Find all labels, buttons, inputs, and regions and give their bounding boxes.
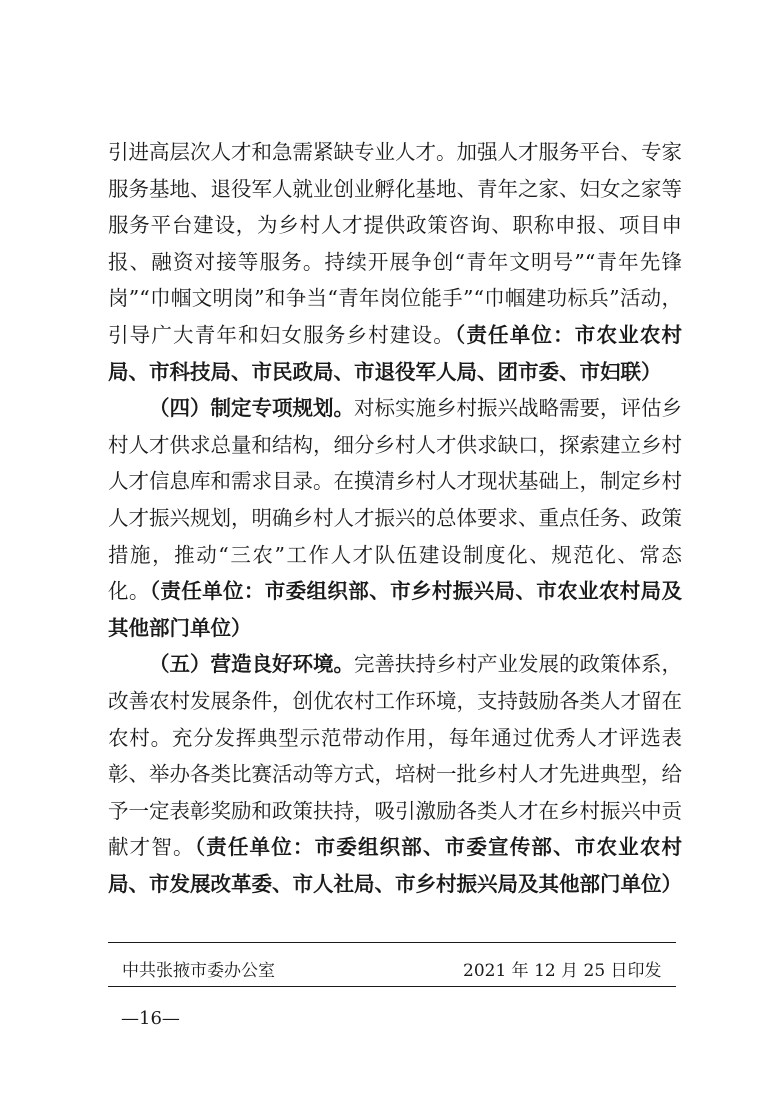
paragraph-text: 对标实施乡村振兴战略需要，评估乡村人才供求总量和结构，细分乡村人才供求缺口，探索建立乡村人才信息库和需求目录。在摸清乡村人才现状基础上，制定乡村人才振兴规划，明确乡村人才振兴的总体要求、重点任务、政策措施，推动“三农”工作人才队伍建设制度化、规范化、常态化。 bbox=[108, 396, 682, 604]
paragraph-text: 引进高层次人才和急需紧缺专业人才。加强人才服务平台、专家服务基地、退役军人就业创业孵化基地、青年之家、妇女之家等服务平台建设，为乡村人才提供政策咨询、职称申报、项目申报、融资对接等服务。持续开展争创“青年文明号”“青年先锋岗”“巾帼文明岗”和争当“青年岗位能手”“巾帼建功标兵”活动，引导广大青年和妇女服务乡村建设。 bbox=[108, 140, 682, 347]
section-heading: （四）制定专项规划。 bbox=[149, 396, 354, 421]
responsibility-units: （责任单位：市农业农村局、市科技局、市民政局、市退役军人局、团市委、市妇联） bbox=[108, 322, 682, 384]
footer-bottom-rule bbox=[108, 986, 676, 987]
page-number: —16— bbox=[121, 1008, 180, 1029]
paragraph-text: 完善扶持乡村产业发展的政策体系，改善农村发展条件，创优农村工作环境，支持鼓励各类人才留在农村。充分发挥典型示范带动作用，每年通过优秀人才评选表彰、举办各类比赛活动等方式，培树一批乡村人才先进典型，给予一定表彰奖励和政策扶持，吸引激励各类人才在乡村振兴中贡献才智。 bbox=[108, 652, 682, 860]
paragraph-good-environment bbox=[108, 646, 682, 902]
responsibility-units: （责任单位：市委组织部、市委宣传部、市农业农村局、市发展改革委、市人社局、市乡村振兴局及其他部门单位） bbox=[108, 835, 683, 896]
section-heading: （五）营造良好环境。 bbox=[149, 652, 354, 677]
responsibility-units: （责任单位：市委组织部、市乡村振兴局、市农业农村局及其他部门单位） bbox=[108, 579, 683, 640]
document-body bbox=[108, 134, 682, 902]
footer-top-rule bbox=[108, 942, 676, 943]
paragraph-special-planning bbox=[108, 390, 682, 646]
paragraph-talent-services bbox=[108, 134, 682, 390]
footer-print-date: 2021 年 12 月 25 日印发 bbox=[463, 961, 662, 981]
footer-issuer: 中共张掖市委办公室 bbox=[122, 961, 275, 981]
